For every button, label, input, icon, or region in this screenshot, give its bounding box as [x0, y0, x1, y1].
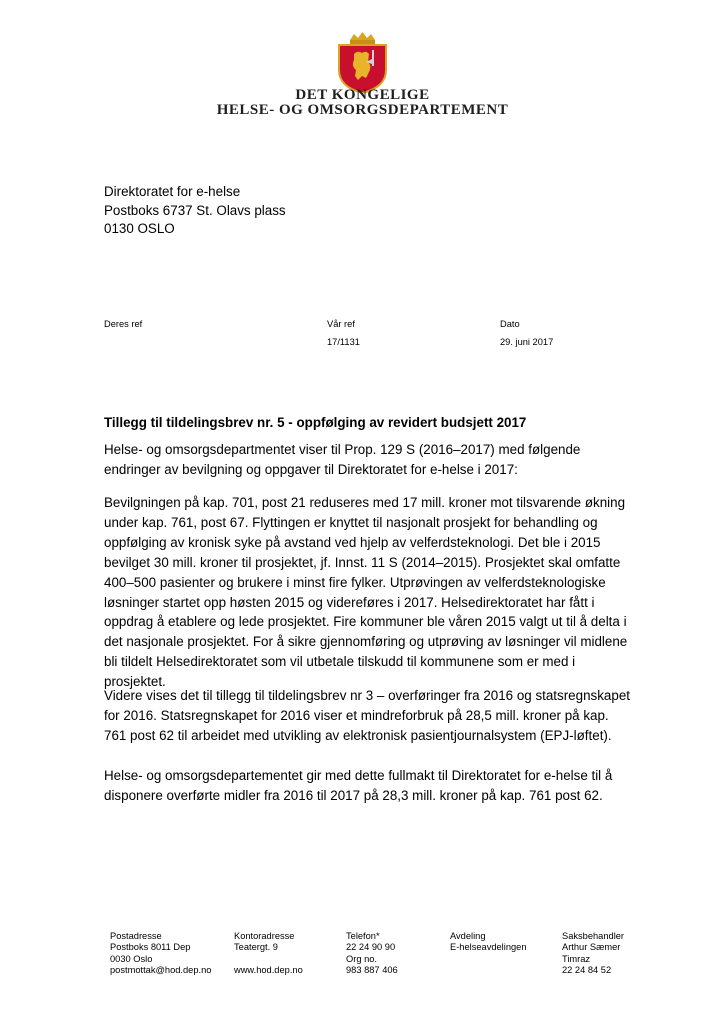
footer-label: Telefon* — [346, 931, 380, 941]
paragraph-line: Videre vises det til tillegg til tildelingsbrev nr 3 – overføringer fra 2016 og statsregnskapet — [104, 688, 630, 703]
footer-value: 983 887 406 — [346, 964, 398, 975]
footer-postal-address — [110, 931, 211, 976]
footer-value: E-helseavdelingen — [450, 942, 527, 953]
footer-label: Saksbehandler — [562, 931, 625, 941]
ministry-name-line2: HELSE- OG OMSORGSDEPARTEMENT — [216, 102, 509, 118]
recipient-line: Direktoratet for e-helse — [104, 184, 241, 199]
paragraph-line: under kap. 761, post 67. Flyttingen er knyttet til nasjonalt prosjekt for behandling og — [104, 514, 598, 530]
paragraph-line: bli tildelt Helsedirektoratet som vil utbetale tilskudd til kommunene som er med i — [104, 654, 576, 670]
paragraph-line: disponere overførte midler fra 2016 til 2017 på 28,3 mill. kroner på kap. 761 post 62. — [104, 787, 603, 803]
paragraph-line: løsninger startet opp høsten 2015 og videreføres i 2017. Helsedirektoratet har fått i — [104, 594, 595, 610]
var-ref-value: 17/1131 — [327, 337, 360, 347]
paragraph-budget-transfer — [104, 493, 664, 692]
coat-of-arms-icon — [336, 32, 389, 94]
footer-label: Postadresse — [110, 931, 162, 941]
paragraph-line: endringer av bevilgning og oppgaver til Direktoratet for e-helse i 2017: — [104, 461, 518, 477]
footer-value: 22 24 84 52 — [562, 964, 612, 975]
footer-value: Teatergt. 9 — [234, 942, 278, 953]
date-label: Dato — [500, 319, 520, 329]
paragraph-line: bevilget 30 mill. kroner til prosjektet, jf. Innst. 11 S (2014–2015). Prosjektet skal omfatte — [104, 554, 621, 570]
footer-email: postmottak@hod.dep.no — [110, 964, 212, 975]
footer-value — [234, 954, 303, 965]
footer-label: Org no. — [346, 953, 378, 964]
paragraph-line: for 2016. Statsregnskapet for 2016 viser et mindreforbruk på 28,5 mill. kroner på kap. — [104, 707, 609, 723]
footer-department — [450, 931, 527, 954]
ministry-name-line1: DET KONGELIGE — [295, 87, 430, 103]
paragraph-line: det nasjonale prosjektet. For å sikre gjennomføring og utprøving av løsninger vil midlene — [104, 634, 628, 650]
paragraph-line: Helse- og omsorgsdepartementet gir med dette fullmakt til Direktoratet for e-helse til å — [104, 768, 613, 783]
footer-value: Arthur Sæmer — [562, 942, 621, 953]
paragraph-authorization — [104, 766, 664, 806]
paragraph-line: oppfølging av kronisk syke på avstand ved hjelp av velferdsteknologi. Det ble i 2015 — [104, 534, 601, 550]
paragraph-transfers-2016 — [104, 686, 664, 746]
recipient-line: Postboks 6737 St. Olavs plass — [104, 202, 286, 218]
paragraph-line: 400–500 pasienter og brukere i minst fire fylker. Utprøvingen av velferdsteknologiske — [104, 574, 606, 590]
var-ref-label: Vår ref — [327, 319, 355, 329]
footer-value: 0030 Oslo — [110, 953, 153, 964]
date-value: 29. juni 2017 — [500, 337, 554, 347]
footer-case-officer — [562, 931, 624, 976]
footer-label: Avdeling — [450, 931, 486, 941]
paragraph-intro — [104, 440, 664, 480]
paragraph-line: prosjektet. — [104, 674, 166, 690]
paragraph-line: Bevilgningen på kap. 701, post 21 reduseres med 17 mill. kroner mot tilsvarende økning — [104, 495, 626, 510]
footer-label: Kontoradresse — [234, 931, 295, 941]
recipient-address — [104, 183, 286, 239]
footer-website: www.hod.dep.no — [234, 964, 303, 975]
footer-office-address — [234, 931, 303, 976]
footer-value: 22 24 90 90 — [346, 942, 396, 953]
paragraph-line: Helse- og omsorgsdepartmentet viser til Prop. 129 S (2016–2017) med følgende — [104, 442, 581, 457]
recipient-line: 0130 OSLO — [104, 221, 175, 236]
footer-value: Postboks 8011 Dep — [110, 942, 191, 953]
deres-ref-label: Deres ref — [104, 319, 143, 329]
footer-value: Timraz — [562, 953, 591, 964]
paragraph-line: 761 post 62 til arbeidet med utvikling av elektronisk pasientjournalsystem (EPJ-løftet). — [104, 727, 612, 743]
paragraph-line: oppdrag å etablere og lede prosjektet. Fire kommuner ble våren 2015 valgt ut til å delta i — [104, 614, 627, 630]
letter-title: Tillegg til tildelingsbrev nr. 5 - oppfølging av revidert budsjett 2017 — [104, 415, 527, 430]
footer-phone — [346, 931, 398, 976]
